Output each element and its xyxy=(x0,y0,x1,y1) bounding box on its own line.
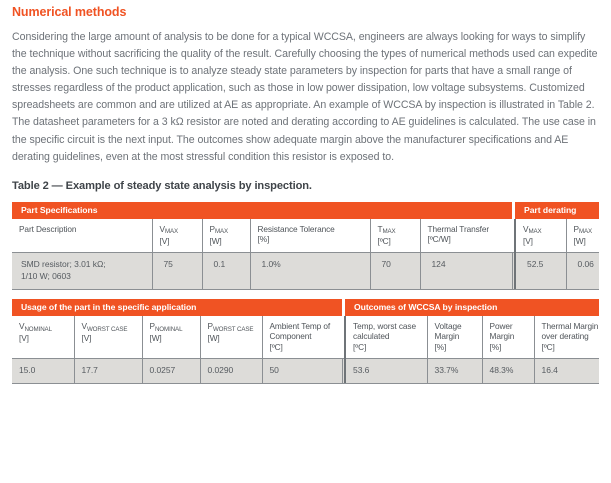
header-row-2 xyxy=(12,316,599,358)
table-row xyxy=(12,358,599,383)
section-heading: Numerical methods xyxy=(12,5,127,19)
cell-part-description: SMD resistor; 3.01 kΩ; 1/10 W; 0603 xyxy=(12,253,152,290)
header-row-1 xyxy=(12,219,599,253)
col-header-v-worst-case: $V_{WORST CASE}$ [V] xyxy=(74,316,142,358)
col-header-p-nominal: $P_{NOMINAL}$ [W] xyxy=(142,316,200,358)
col-header-p-max: $P_{MAX}$ [W] xyxy=(202,219,250,253)
cell-ambient-temp: 50 xyxy=(262,358,342,383)
col-header-voltage-margin: Voltage Margin [%] xyxy=(427,316,482,358)
col-header-derate-p-max: $P_{MAX}$ [W] xyxy=(566,219,599,253)
table-bottom-rule xyxy=(12,383,599,384)
cell-v-worst-case: 17.7 xyxy=(74,358,142,383)
cell-p-nominal: 0.0257 xyxy=(142,358,200,383)
col-header-t-max: $T_{MAX}$ [ºC] xyxy=(370,219,420,253)
cell-derate-v-max: 52.5 xyxy=(515,253,566,290)
cell-v-max: 75 xyxy=(152,253,202,290)
cell-t-max: 70 xyxy=(370,253,420,290)
col-header-thermal-transfer: Thermal Transfer [ºC/W] xyxy=(420,219,512,253)
cell-p-max: 0.1 xyxy=(202,253,250,290)
col-header-p-worst-case: $P_{WORST CASE}$ [W] xyxy=(200,316,262,358)
table-caption: Table 2 — Example of steady state analysis by inspection. xyxy=(12,179,312,192)
col-header-power-margin: Power Margin [%] xyxy=(482,316,534,358)
col-header-part-description: Part Description xyxy=(12,219,152,253)
table-bottom-rule xyxy=(12,289,599,290)
cell-power-margin: 48.3% xyxy=(482,358,534,383)
table-block-usage-outcomes xyxy=(12,299,599,384)
cell-voltage-margin: 33.7% xyxy=(427,358,482,383)
band-outcomes-wccsa: Outcomes of WCCSA by inspection xyxy=(345,299,599,316)
cell-derate-p-max: 0.06 xyxy=(566,253,599,290)
col-header-ambient-temp: Ambient Temp of Component [ºC] xyxy=(262,316,342,358)
col-header-resistance-tolerance: Resistance Tolerance [%] xyxy=(250,219,370,253)
cell-v-nominal: 15.0 xyxy=(12,358,74,383)
cell-temp-worst-case: 53.6 xyxy=(345,358,427,383)
cell-resistance-tolerance: 1.0% xyxy=(250,253,370,290)
band-part-specifications: Part Specifications xyxy=(12,202,512,219)
table-part-specifications xyxy=(12,202,599,289)
section-paragraph: Considering the large amount of analysis to be done for a typical WCCSA, engineers are always looking for ways to simplify the technique without sacrificing the quality of the result. Carefully choosing the types of numerical methods used can expedite the analysis. One such technique is to analyze steady state parameters by inspection for parts that have a small range of stresses regardless of the product application, such as those in low power dissipation, low voltage subsystems. Customized spreadsheets are common and are utilized at AE as appropriate. An example of WCCSA by inspection is illustrated in Table 2. The datasheet parameters for a 3 kΩ resistor are noted and derating according to AE guidelines is calculated. The use case in the specific circuit is the next input. The outcomes show adequate margin above the manufacturer specifications and AE derating guidelines, even at the most stressful condition this resistor is exposed to. xyxy=(12,31,598,163)
band-usage-of-part: Usage of the part in the specific application xyxy=(12,299,342,316)
col-header-v-nominal: $V_{NOMINAL}$ [V] xyxy=(12,316,74,358)
table-row xyxy=(12,253,599,290)
band-part-derating: Part derating xyxy=(515,202,599,219)
table-block-part-specifications xyxy=(12,202,599,290)
cell-thermal-transfer: 124 xyxy=(420,253,512,290)
col-header-temp-worst-case: Temp, worst case calculated [ºC] xyxy=(345,316,427,358)
cell-p-worst-case: 0.0290 xyxy=(200,358,262,383)
table-usage-outcomes xyxy=(12,299,599,383)
band-row-2 xyxy=(12,299,599,316)
cell-thermal-margin: 16.4 xyxy=(534,358,599,383)
band-row-1 xyxy=(12,202,599,219)
col-header-thermal-margin: Thermal Margin over derating [ºC] xyxy=(534,316,599,358)
col-header-v-max: $V_{MAX}$ [V] xyxy=(152,219,202,253)
col-header-derate-v-max: $V_{MAX}$ [V] xyxy=(515,219,566,253)
